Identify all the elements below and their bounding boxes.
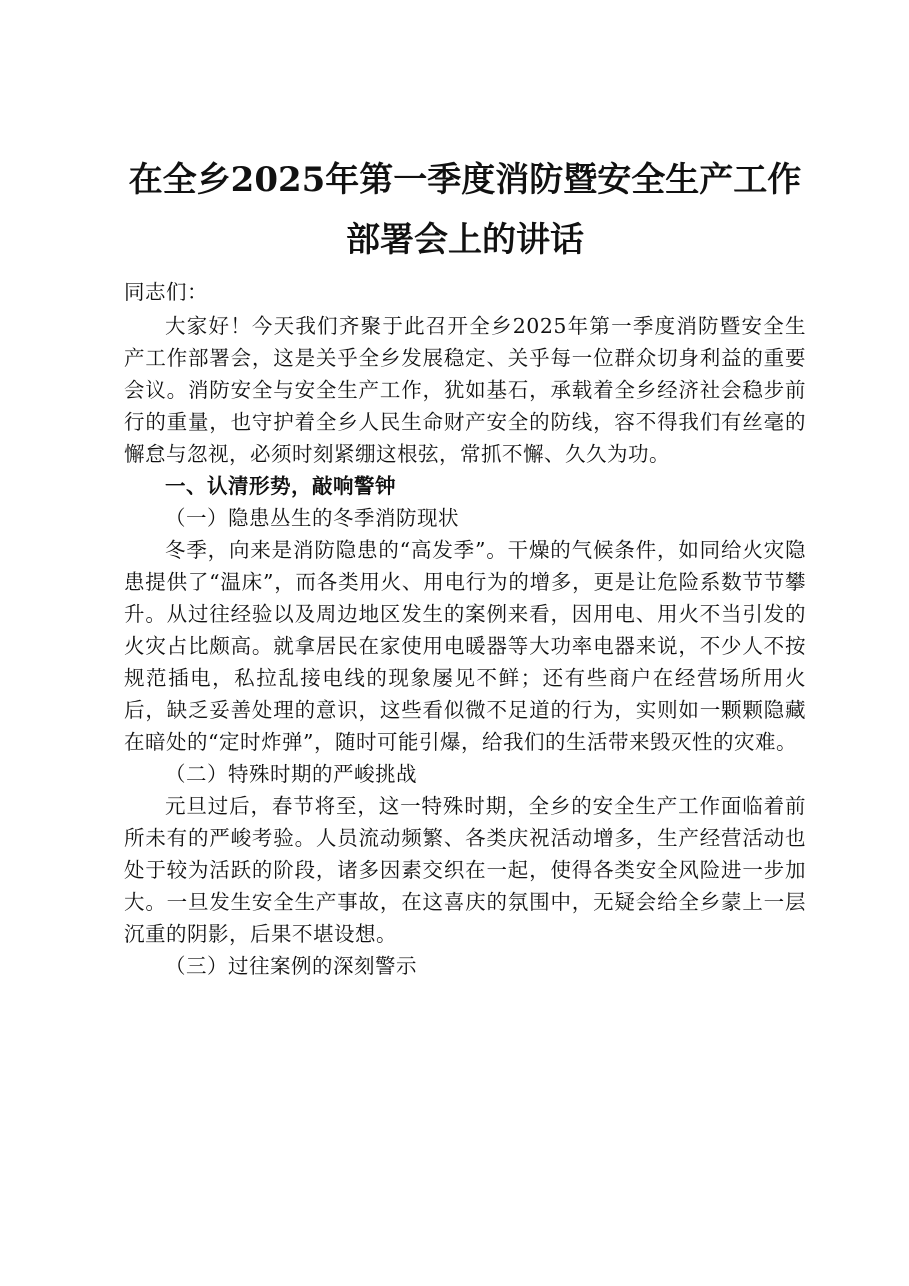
document-page	[124, 150, 806, 982]
salutation: 同志们：	[124, 280, 208, 304]
section-heading-1: 一、认清形势，敲响警钟	[165, 474, 396, 498]
subsection-heading-3: （三）过往案例的深刻警示	[165, 954, 417, 978]
subsection-2-paragraph: 元旦过后，春节将至，这一特殊时期，全乡的安全生产工作面临着前所未有的严峻考验。人员流动频繁、各类庆祝活动增多，生产经营活动也处于较为活跃的阶段，诸多因素交织在一起，使得各类安全风险进一步加大。一旦发生安全生产事故，在这喜庆的氛围中，无疑会给全乡蒙上一层沉重的阴影，后果不堪设想。	[124, 794, 806, 946]
document-title-line-2: 部署会上的讲话	[346, 220, 584, 260]
subsection-1-paragraph: 冬季，向来是消防隐患的“高发季”。干燥的气候条件，如同给火灾隐患提供了“温床”，而各类用火、用电行为的增多，更是让危险系数节节攀升。从过往经验以及周边地区发生的案例来看，因用电、用火不当引发的火灾占比颇高。就拿居民在家使用电暖器等大功率电器来说，不少人不按规范插电，私拉乱接电线的现象屡见不鲜；还有些商户在经营场所用火后，缺乏妥善处理的意识，这些看似微不足道的行为，实则如一颗颗隐藏在暗处的“定时炸弹”，随时可能引爆，给我们的生活带来毁灭性的灾难。	[124, 538, 806, 754]
subsection-heading-2: （二）特殊时期的严峻挑战	[165, 762, 417, 786]
subsection-heading-1: （一）隐患丛生的冬季消防现状	[165, 506, 459, 530]
intro-paragraph: 大家好！今天我们齐聚于此召开全乡2025年第一季度消防暨安全生产工作部署会，这是关乎全乡发展稳定、关乎每一位群众切身利益的重要会议。消防安全与安全生产工作，犹如基石，承载着全乡经济社会稳步前行的重量，也守护着全乡人民生命财产安全的防线，容不得我们有丝毫的懈怠与忽视，必须时刻紧绷这根弦，常抓不懈、久久为功。	[124, 314, 806, 466]
document-title-line-1: 在全乡2025年第一季度消防暨安全生产工作	[128, 160, 802, 200]
